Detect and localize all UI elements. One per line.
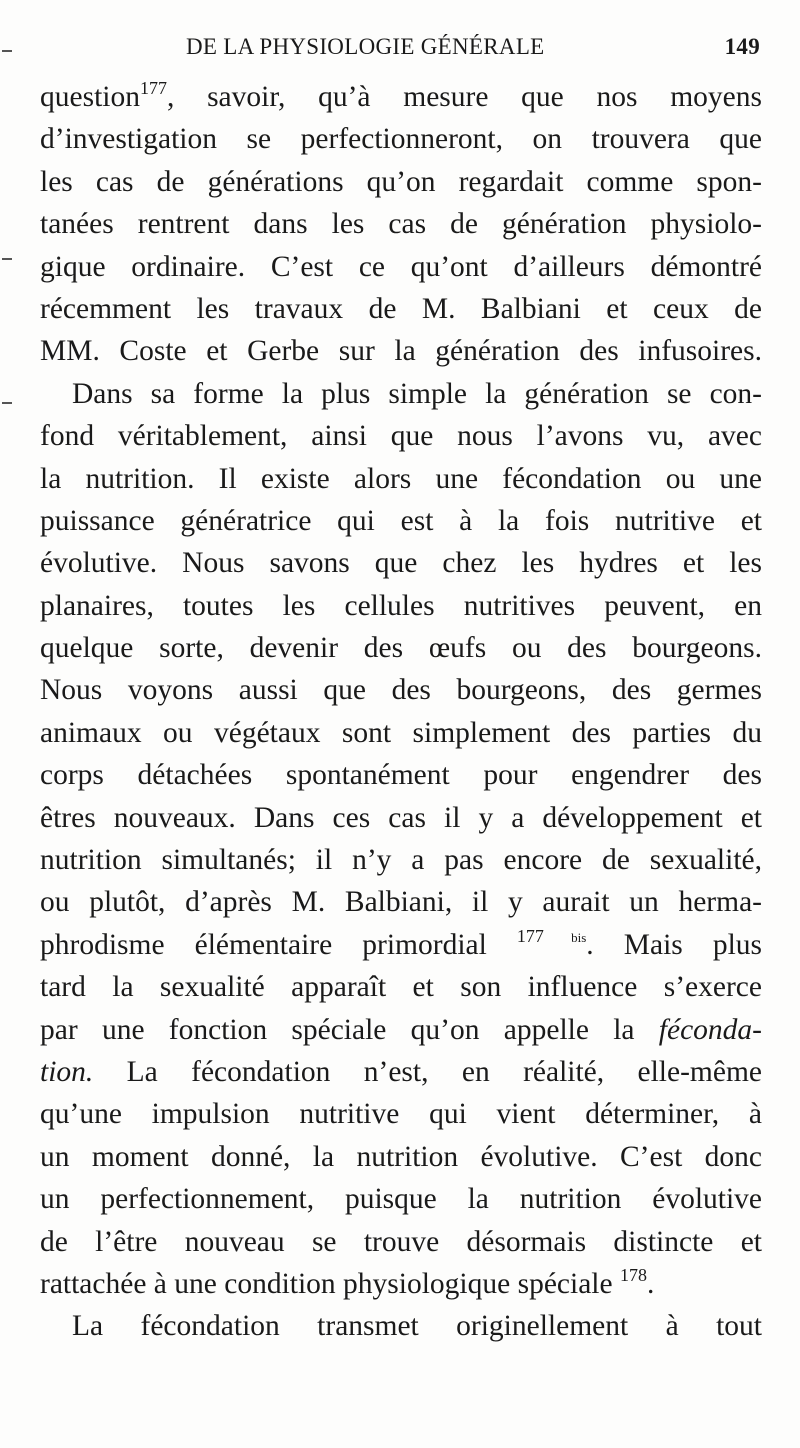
- footnote-ref: 177 bis: [516, 925, 587, 946]
- text-line: par une fonction spéciale qu’on appelle la féconda-: [40, 1013, 762, 1046]
- text-line: fond véritablement, ainsi que nous l’avons vu, avec: [40, 420, 762, 453]
- text-line: MM. Coste et Gerbe sur la génération des infusoires.: [40, 335, 762, 368]
- text-line: puissance génératrice qui est à la fois nutritive et: [40, 504, 762, 537]
- text-line: phrodisme élémentaire primordial $^{177 bis}$. Mais plus: [40, 925, 762, 961]
- text-line: planaires, toutes les cellules nutritives peuvent, en: [40, 589, 762, 622]
- paragraph-start-line: La fécondation transmet originellement à tout: [72, 1310, 762, 1343]
- text-line: rattachée à une condition physiologique spéciale $^{178}$.: [40, 1264, 655, 1300]
- text-line: tion. La fécondation n’est, en réalité, elle-même: [40, 1055, 762, 1088]
- text-line: d’investigation se perfectionneront, on trouvera que: [40, 123, 762, 156]
- text-line: les cas de générations qu’on regardait comme spon-: [40, 165, 762, 198]
- text-line: animaux ou végétaux sont simplement des parties du: [40, 716, 762, 749]
- italic-term: féconda-: [658, 1013, 762, 1046]
- text-line: nutrition simultanés; il n’y a pas encore de sexualité,: [40, 844, 762, 877]
- text-line: gique ordinaire. C’est ce qu’ont d’ailleurs démontré: [40, 250, 762, 283]
- margin-mark: [2, 402, 12, 404]
- italic-term: tion.: [40, 1055, 94, 1088]
- text-line: évolutive. Nous savons que chez les hydres et les: [40, 547, 762, 580]
- text-line: corps détachées spontanément pour engendrer des: [40, 759, 762, 792]
- text-line: question$^{177}$, savoir, qu’à mesure que nos moyens: [40, 78, 762, 113]
- text-line: récemment les travaux de M. Balbiani et ceux de: [40, 292, 762, 325]
- text-line: de l’être nouveau se trouve désormais distincte et: [40, 1225, 762, 1258]
- running-title: DE LA PHYSIOLOGIE GÉNÉRALE: [186, 34, 545, 59]
- body-text: [40, 76, 762, 1348]
- text-line: tanées rentrent dans les cas de génération physiolo-: [40, 208, 762, 241]
- paragraph-start-line: Dans sa forme la plus simple la génération se con-: [72, 377, 762, 410]
- margin-mark: [2, 50, 12, 52]
- margin-mark: [2, 258, 12, 260]
- text-line: qu’une impulsion nutritive qui vient déterminer, à: [40, 1098, 762, 1131]
- text-line: Nous voyons aussi que des bourgeons, des germes: [40, 674, 762, 707]
- text-line: ou plutôt, d’après M. Balbiani, il y aurait un herma-: [40, 886, 762, 919]
- footnote-ref: 177: [139, 78, 167, 98]
- text-line: un moment donné, la nutrition évolutive. C’est donc: [40, 1140, 762, 1173]
- text-line: la nutrition. Il existe alors une fécondation ou une: [40, 462, 762, 495]
- running-head: [40, 34, 762, 74]
- text-line: un perfectionnement, puisque la nutrition évolutive: [40, 1183, 762, 1216]
- page-number: 149: [724, 34, 760, 59]
- text-line: quelque sorte, devenir des œufs ou des bourgeons.: [40, 632, 762, 665]
- text-line: êtres nouveaux. Dans ces cas il y a développement et: [40, 801, 762, 834]
- text-line: tard la sexualité apparaît et son influence s’exerce: [40, 971, 762, 1004]
- footnote-ref: 178: [619, 1264, 647, 1285]
